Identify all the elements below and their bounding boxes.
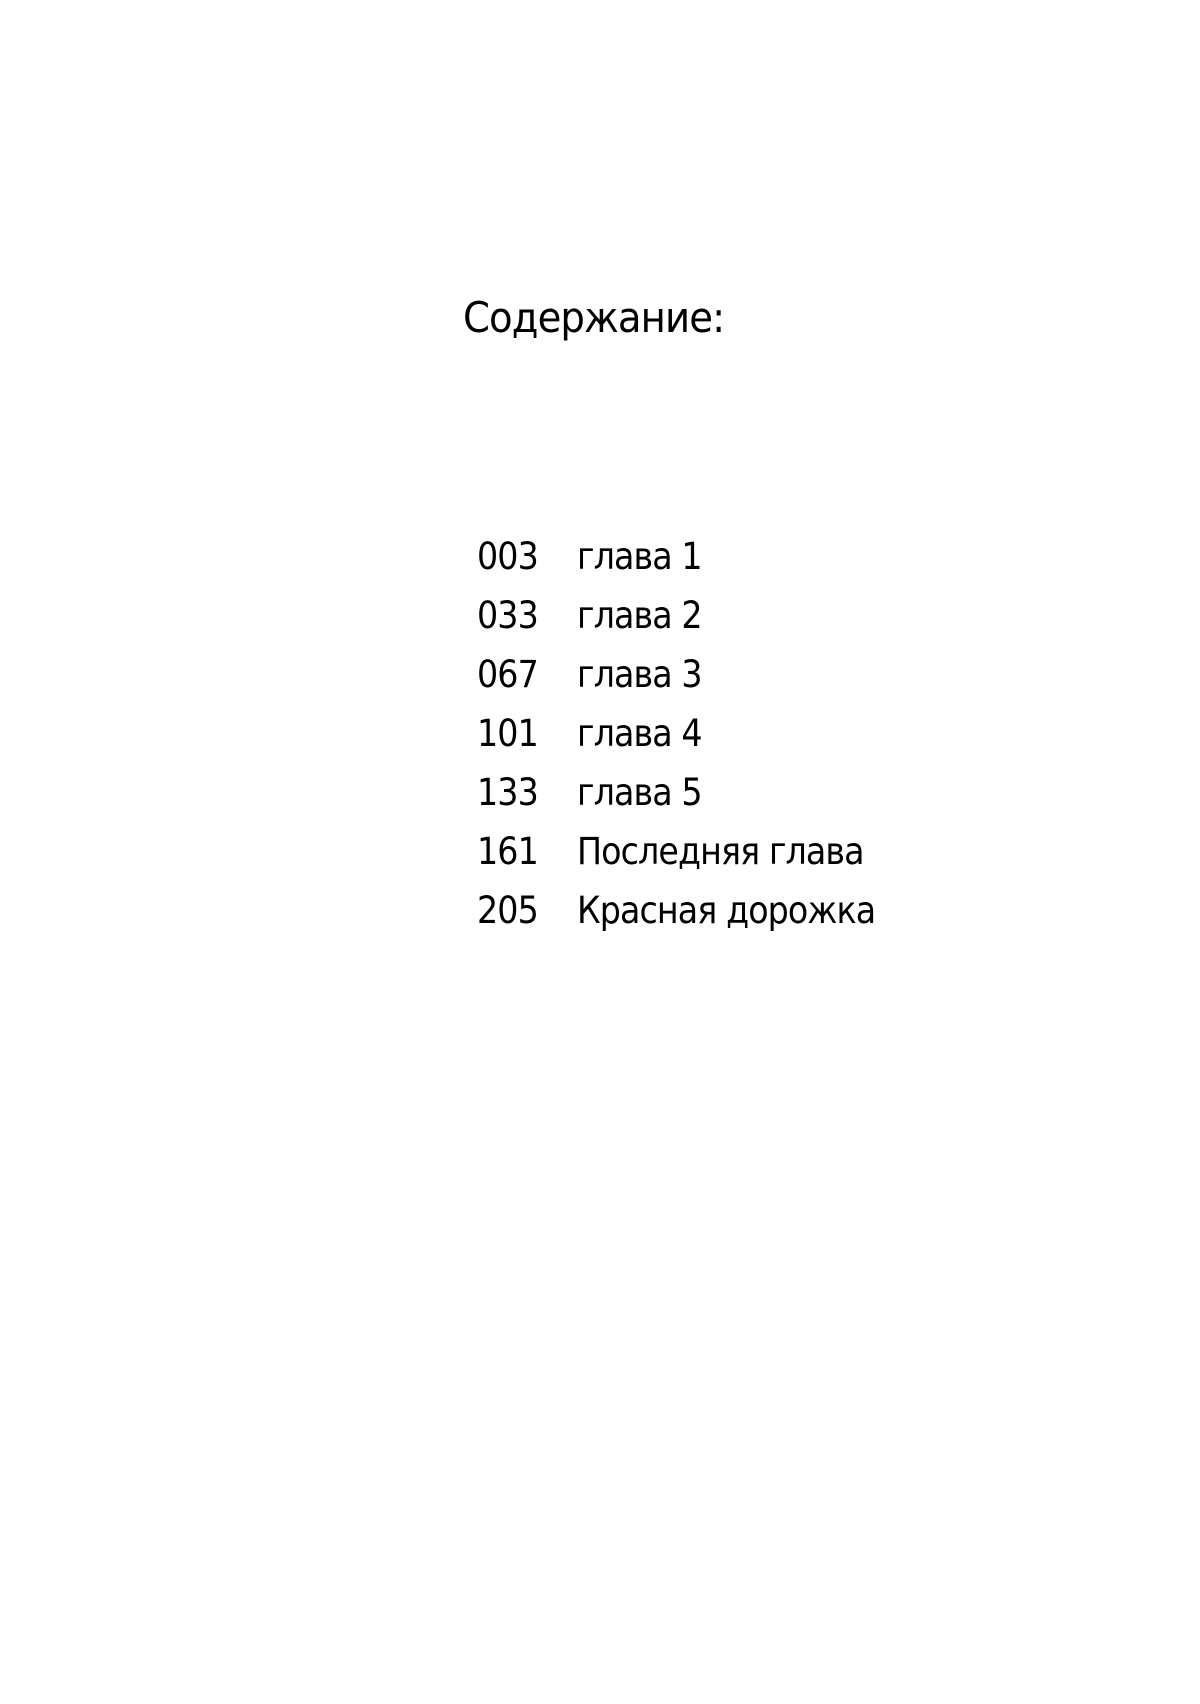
toc-chapter-title: глава 4 bbox=[577, 712, 702, 755]
toc-page-number: 067 bbox=[477, 653, 538, 696]
toc-entry bbox=[477, 830, 908, 892]
toc-entry bbox=[477, 712, 908, 774]
page-title: Содержание: bbox=[463, 293, 725, 342]
toc-page-number: 205 bbox=[477, 889, 538, 932]
toc-entry bbox=[477, 771, 908, 833]
toc-chapter-title: Красная дорожка bbox=[577, 889, 876, 932]
toc-entry bbox=[477, 889, 908, 951]
toc-chapter-title: глава 1 bbox=[577, 535, 702, 578]
toc-chapter-title: глава 2 bbox=[577, 594, 702, 637]
toc-page-number: 161 bbox=[477, 830, 538, 873]
toc-page-number: 133 bbox=[477, 771, 538, 814]
toc-page-number: 003 bbox=[477, 535, 538, 578]
toc-chapter-title: Последняя глава bbox=[577, 830, 864, 873]
toc-entry bbox=[477, 594, 908, 656]
toc-entry bbox=[477, 653, 908, 715]
toc-page-number: 033 bbox=[477, 594, 538, 637]
toc-entry bbox=[477, 535, 908, 597]
table-of-contents bbox=[477, 535, 908, 951]
toc-page-number: 101 bbox=[477, 712, 538, 755]
toc-chapter-title: глава 3 bbox=[577, 653, 702, 696]
toc-chapter-title: глава 5 bbox=[577, 771, 702, 814]
